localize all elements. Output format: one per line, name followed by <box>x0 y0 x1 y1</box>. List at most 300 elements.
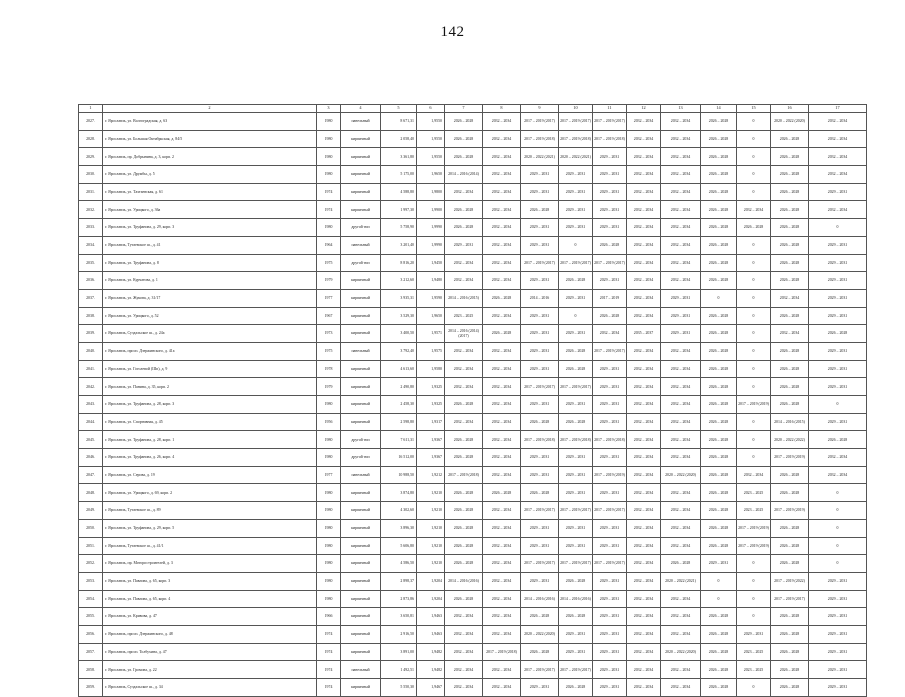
table-cell: 2029 – 2031 <box>559 325 593 343</box>
table-cell: 2026 – 2028 <box>701 537 737 555</box>
table-cell: 2032 – 2034 <box>661 537 701 555</box>
table-cell: 2029 – 2031 <box>593 661 627 679</box>
table-cell: 1980 <box>317 590 341 608</box>
table-cell: 2032 – 2034 <box>483 307 521 325</box>
table-cell: другой тип <box>341 449 381 467</box>
table-cell: 2026 – 2028 <box>771 219 809 237</box>
table-cell: 1975 <box>317 254 341 272</box>
table-cell: 2029 – 2031 <box>593 219 627 237</box>
table-row <box>79 449 867 467</box>
table-cell: 2042. <box>79 378 103 396</box>
table-cell: 2032 – 2034 <box>627 679 661 697</box>
table-cell: 2026 – 2028 <box>593 307 627 325</box>
table-cell: 2029 – 2031 <box>521 236 559 254</box>
table-cell: 2026 – 2028 <box>701 113 737 131</box>
table-cell: 2048. <box>79 484 103 502</box>
table-row <box>79 502 867 520</box>
table-cell: 3 792,40 <box>381 342 417 360</box>
table-cell: кирпичный <box>341 272 381 290</box>
table-cell: г. Ярославль, ул. Громова, д. 22 <box>103 661 317 679</box>
table-cell: 2026 – 2028 <box>771 272 809 290</box>
table-cell: 2029 – 2031 <box>521 219 559 237</box>
table-cell: 2026 – 2028 <box>445 537 483 555</box>
table-cell: 2014 – 2016 (2016) <box>521 590 559 608</box>
table-cell: 2026 – 2028 <box>701 325 737 343</box>
table-cell: г. Ярославль, пр. Добрынина, д. 3, корп. 2 <box>103 148 317 166</box>
table-cell: 2056. <box>79 625 103 643</box>
table-cell: 2026 – 2028 <box>521 643 559 661</box>
table-row <box>79 254 867 272</box>
table-cell: 1,9204 <box>417 590 445 608</box>
table-cell: 0 <box>809 537 867 555</box>
table-cell: 2032 – 2034 <box>445 413 483 431</box>
table-row <box>79 183 867 201</box>
table-cell: панельный <box>341 466 381 484</box>
table-cell: 2032 – 2034 <box>661 201 701 219</box>
table-cell: 2032 – 2034 <box>445 254 483 272</box>
table-cell: 2017 – 2019 (2018) <box>521 130 559 148</box>
table-row <box>79 148 867 166</box>
table-cell: 2026 – 2028 <box>771 166 809 184</box>
table-row <box>79 431 867 449</box>
table-cell: панельный <box>341 236 381 254</box>
table-row <box>79 166 867 184</box>
table-cell: 0 <box>737 254 771 272</box>
table-cell: 2032 – 2034 <box>483 519 521 537</box>
table-cell: 2017 – 2019 (2017) <box>559 555 593 573</box>
table-row <box>79 608 867 626</box>
table-cell: 2032 – 2034 <box>737 201 771 219</box>
table-cell: 3 874,80 <box>381 484 417 502</box>
table-cell: 4 588,80 <box>381 183 417 201</box>
table-cell: 2032 – 2034 <box>445 643 483 661</box>
table-cell: 2026 – 2028 <box>771 360 809 378</box>
table-cell: 3 935,31 <box>381 289 417 307</box>
table-cell: 0 <box>701 590 737 608</box>
table-cell: 2032 – 2034 <box>627 236 661 254</box>
table-cell: 1974 <box>317 661 341 679</box>
table-cell: 2026 – 2028 <box>771 484 809 502</box>
table-cell: другой тип <box>341 431 381 449</box>
table-cell: панельный <box>341 342 381 360</box>
table-cell: 2026 – 2028 <box>559 679 593 697</box>
table-cell: 2 058,40 <box>381 130 417 148</box>
table-cell: 0 <box>737 289 771 307</box>
table-cell: 2032 – 2034 <box>445 625 483 643</box>
table-cell: кирпичный <box>341 555 381 573</box>
table-cell: 5 606,80 <box>381 537 417 555</box>
table-row <box>79 272 867 290</box>
table-cell: 2029 – 2031 <box>661 289 701 307</box>
table-cell: 2026 – 2028 <box>771 130 809 148</box>
table-cell: 2032 – 2034 <box>483 466 521 484</box>
table-row <box>79 113 867 131</box>
header-cell: 16 <box>771 105 809 113</box>
table-cell: 2029 – 2031 <box>593 272 627 290</box>
table-cell: 2029 – 2031 <box>593 572 627 590</box>
table-cell: 2026 – 2028 <box>701 360 737 378</box>
table-cell: 2032 – 2034 <box>445 378 483 396</box>
table-cell: 1980 <box>317 484 341 502</box>
table-cell: 2032 – 2034 <box>661 396 701 414</box>
table-cell: 2029 – 2031 <box>521 572 559 590</box>
table-cell: 2029 – 2031 <box>593 608 627 626</box>
table-cell: 2026 – 2028 <box>701 643 737 661</box>
header-cell: 2 <box>103 105 317 113</box>
table-cell: 2026 – 2028 <box>445 130 483 148</box>
table-cell: 2032 – 2034 <box>661 254 701 272</box>
table-cell: 0 <box>737 307 771 325</box>
table-cell: 2032 – 2034 <box>809 466 867 484</box>
table-cell: 2032 – 2034 <box>627 590 661 608</box>
table-cell: другой тип <box>341 219 381 237</box>
table-cell: 2017 – 2019 (2019) <box>593 466 627 484</box>
table-cell: 2027. <box>79 113 103 131</box>
table-cell: кирпичный <box>341 183 381 201</box>
table-cell: 2029 – 2031 <box>521 466 559 484</box>
table-cell: 2032 – 2034 <box>661 219 701 237</box>
table-cell: 2032 – 2034 <box>445 342 483 360</box>
table-cell: 2037. <box>79 289 103 307</box>
table-cell: 0 <box>737 555 771 573</box>
table-cell: 2029 – 2031 <box>559 537 593 555</box>
table-cell: 2026 – 2028 <box>701 449 737 467</box>
table-cell: 2032 – 2034 <box>661 130 701 148</box>
table-cell: 2026 – 2028 <box>445 502 483 520</box>
table-cell: 0 <box>559 236 593 254</box>
table-cell: 2032 – 2034 <box>627 519 661 537</box>
table-cell: 2026 – 2028 <box>771 555 809 573</box>
table-cell: 2017 – 2019 (2018) <box>559 130 593 148</box>
table-cell: 0 <box>737 148 771 166</box>
table-cell: кирпичный <box>341 537 381 555</box>
table-cell: 1,9367 <box>417 449 445 467</box>
table-cell: 4 586,50 <box>381 555 417 573</box>
table-cell: 2032 – 2034 <box>627 537 661 555</box>
table-cell: 2026 – 2028 <box>701 342 737 360</box>
table-cell: 1,9800 <box>417 183 445 201</box>
table-cell: 0 <box>809 502 867 520</box>
table-cell: 2029 – 2031 <box>809 661 867 679</box>
table-cell: 2029 – 2031 <box>593 378 627 396</box>
table-cell: г. Ярославль, ул. Кривова, д. 47 <box>103 608 317 626</box>
table-cell: 2032 – 2034 <box>627 555 661 573</box>
table-cell: 1980 <box>317 449 341 467</box>
table-cell: 2036. <box>79 272 103 290</box>
table-cell: 2032 – 2034 <box>627 466 661 484</box>
table-cell: г. Ярославль, ул. Павлова, д. 65, корп. 4 <box>103 590 317 608</box>
table-cell: 2032 – 2034 <box>627 378 661 396</box>
table-cell: 2 598,80 <box>381 413 417 431</box>
table-cell: г. Ярославль, ул. Панина, д. 35, корп. 2 <box>103 378 317 396</box>
table-cell: 2032 – 2034 <box>627 484 661 502</box>
table-cell: 2029 – 2031 <box>559 466 593 484</box>
table-cell: 2026 – 2028 <box>483 289 521 307</box>
table-cell: 1974 <box>317 201 341 219</box>
table-cell: 2032 – 2034 <box>483 572 521 590</box>
table-cell: 3 212,60 <box>381 272 417 290</box>
table-cell: 2057. <box>79 643 103 661</box>
table-cell: 2026 – 2028 <box>701 502 737 520</box>
table-cell: 2029 – 2031 <box>661 325 701 343</box>
table-cell: кирпичный <box>341 502 381 520</box>
table-cell: 2017 – 2019 (2018) <box>483 643 521 661</box>
table-cell: 0 <box>701 572 737 590</box>
table-cell: 2026 – 2028 <box>771 679 809 697</box>
table-row <box>79 378 867 396</box>
table-cell: 2017 – 2019 (2022) <box>771 572 809 590</box>
table-cell: 2032 – 2034 <box>627 502 661 520</box>
table-cell: 2032 – 2034 <box>483 360 521 378</box>
table-cell: 2017 – 2019 (2017) <box>521 378 559 396</box>
table-cell: 2029 – 2031 <box>559 449 593 467</box>
table-cell: 2032 – 2034 <box>483 537 521 555</box>
table-cell: 2 458,30 <box>381 396 417 414</box>
table-cell: кирпичный <box>341 679 381 697</box>
table-cell: 2029 – 2031 <box>809 608 867 626</box>
table-cell: 1,9590 <box>417 289 445 307</box>
table-cell: 2032 – 2034 <box>661 661 701 679</box>
table-cell: 2026 – 2028 <box>771 201 809 219</box>
table-cell: 1,9463 <box>417 625 445 643</box>
table-cell: 2032 – 2034 <box>483 219 521 237</box>
table-cell: 0 <box>701 289 737 307</box>
table-cell: 2035. <box>79 254 103 272</box>
table-cell: г. Ярославль, ул. Труфанова, д. 26, корп. 4 <box>103 449 317 467</box>
table-cell: 2017 – 2019 (2019) <box>737 537 771 555</box>
table-cell: 2032 – 2034 <box>627 396 661 414</box>
table-cell: 0 <box>737 342 771 360</box>
table-cell: г. Ярославль, просп. Дзержинского, д. 41а <box>103 342 317 360</box>
table-cell: 2032 – 2034 <box>661 342 701 360</box>
header-cell: 10 <box>559 105 593 113</box>
table-cell: 2032 – 2034 <box>483 166 521 184</box>
table-cell: 2032 – 2034 <box>627 360 661 378</box>
table-cell: 2029. <box>79 148 103 166</box>
table-cell: 2032 – 2034 <box>627 183 661 201</box>
table-cell: 2032 – 2034 <box>661 502 701 520</box>
table-cell: 1,9317 <box>417 413 445 431</box>
table-cell: кирпичный <box>341 130 381 148</box>
table-cell: 2029 – 2031 <box>521 449 559 467</box>
table-cell: кирпичный <box>341 484 381 502</box>
table-cell: 2017 – 2019 (2017) <box>593 502 627 520</box>
table-cell: 2032 – 2034 <box>661 608 701 626</box>
table-row <box>79 590 867 608</box>
table-cell: 2026 – 2028 <box>445 590 483 608</box>
table-cell: 2026 – 2028 <box>771 307 809 325</box>
table-cell: 2032 – 2034 <box>661 272 701 290</box>
table-cell: г. Ярославль, Тутаевское ш., д. 89 <box>103 502 317 520</box>
table-cell: 2026 – 2028 <box>701 396 737 414</box>
table-cell: 2014 – 2016 (2015) <box>771 413 809 431</box>
table-cell: 2032 – 2034 <box>445 661 483 679</box>
table-cell: 1964 <box>317 236 341 254</box>
table-cell: 0 <box>737 413 771 431</box>
table-cell: 1 492,51 <box>381 661 417 679</box>
table-cell: г. Ярославль, ул. Тахтаевская, д. 61 <box>103 183 317 201</box>
table-cell: 2029 – 2031 <box>521 360 559 378</box>
table-cell: 2029 – 2031 <box>521 183 559 201</box>
table-cell: 2029 – 2031 <box>521 396 559 414</box>
table-cell: 1966 <box>317 608 341 626</box>
table-cell: 2032 – 2034 <box>483 396 521 414</box>
table-row <box>79 360 867 378</box>
table-cell: 2017 – 2019 (2017) <box>559 254 593 272</box>
table-cell: 2026 – 2028 <box>771 254 809 272</box>
table-cell: 2026 – 2028 <box>445 519 483 537</box>
table-cell: г. Ярославль, ул. Труфанова, д. 28, корп. 1 <box>103 431 317 449</box>
header-cell: 8 <box>483 105 521 113</box>
table-cell: г. Ярославль, ул. Труфанова, д. 29, корп. 3 <box>103 219 317 237</box>
table-cell: 3 896,30 <box>381 519 417 537</box>
table-cell: 2054. <box>79 590 103 608</box>
table-cell: 2031. <box>79 183 103 201</box>
table-cell: 0 <box>737 236 771 254</box>
table-cell: 1,9210 <box>417 555 445 573</box>
table-cell: 2026 – 2028 <box>771 661 809 679</box>
table-cell: 2029 – 2031 <box>809 342 867 360</box>
table-cell: 2017 – 2019 (2018) <box>445 466 483 484</box>
table-cell: кирпичный <box>341 360 381 378</box>
header-cell: 15 <box>737 105 771 113</box>
table-cell: 2020 – 2022 (2020) <box>661 466 701 484</box>
table-cell: 2017 – 2019 (2017) <box>559 378 593 396</box>
table-cell: 2017 – 2019 (2017) <box>559 502 593 520</box>
table-cell: 2017 – 2019 (2017) <box>521 502 559 520</box>
table-cell: кирпичный <box>341 148 381 166</box>
header-cell: 17 <box>809 105 867 113</box>
table-cell: 2029 – 2031 <box>809 272 867 290</box>
table-cell: 1,9210 <box>417 519 445 537</box>
table-row <box>79 307 867 325</box>
table-cell: кирпичный <box>341 289 381 307</box>
table-cell: 3 650,81 <box>381 608 417 626</box>
table-cell: 1,9480 <box>417 272 445 290</box>
table-cell: г. Ярославль, ул. Труфанова, д. 29, корп. 5 <box>103 519 317 537</box>
table-cell: 0 <box>737 590 771 608</box>
table-cell: 2029 – 2031 <box>521 325 559 343</box>
table-cell: 2026 – 2028 <box>737 219 771 237</box>
table-cell: 1,9550 <box>417 113 445 131</box>
table-cell: кирпичный <box>341 590 381 608</box>
table-cell: 2026 – 2028 <box>771 378 809 396</box>
table-cell: 2032 – 2034 <box>627 572 661 590</box>
table-cell: 2029 – 2031 <box>521 679 559 697</box>
table-cell: 1974 <box>317 679 341 697</box>
table-cell: г. Ярославль, ул. Павлова, д. 65, корп. 3 <box>103 572 317 590</box>
table-cell: 2032 – 2034 <box>627 643 661 661</box>
table-cell: 2026 – 2028 <box>701 236 737 254</box>
table-cell: 2026 – 2028 <box>771 519 809 537</box>
table-cell: кирпичный <box>341 519 381 537</box>
table-cell: кирпичный <box>341 378 381 396</box>
table-cell: 2029 – 2031 <box>809 254 867 272</box>
table-cell: 2026 – 2028 <box>701 608 737 626</box>
table-cell: 2014 – 2016 <box>521 289 559 307</box>
table-cell: 2029 – 2031 <box>593 679 627 697</box>
table-cell: 1974 <box>317 183 341 201</box>
table-cell: 2029 – 2031 <box>593 413 627 431</box>
table-row <box>79 484 867 502</box>
table-cell: 2026 – 2028 <box>521 484 559 502</box>
table-cell: 2026 – 2028 <box>521 413 559 431</box>
table-cell: 2017 – 2019 (2018) <box>593 130 627 148</box>
table-cell: 1,9450 <box>417 254 445 272</box>
table-cell: 2039. <box>79 325 103 343</box>
table-cell: 2023 – 2025 <box>445 307 483 325</box>
table-cell: 1,9463 <box>417 608 445 626</box>
table-cell: г. Ярославль, просп. Толбухина, д. 47 <box>103 643 317 661</box>
table-cell: 2032 – 2034 <box>661 449 701 467</box>
table-cell: 2026 – 2028 <box>445 148 483 166</box>
table-cell: 0 <box>809 396 867 414</box>
table-cell: 2 873,86 <box>381 590 417 608</box>
table-cell: 1980 <box>317 537 341 555</box>
table-row <box>79 555 867 573</box>
table-cell: 2032 – 2034 <box>737 466 771 484</box>
table-cell: 2032 – 2034 <box>661 519 701 537</box>
table-cell: 2032 – 2034 <box>661 183 701 201</box>
table-cell: 1980 <box>317 219 341 237</box>
table-cell: 0 <box>737 449 771 467</box>
table-cell: 2026 – 2028 <box>701 519 737 537</box>
table-cell: 4 613,60 <box>381 360 417 378</box>
table-cell: 1,9990 <box>417 236 445 254</box>
table-cell: 2033. <box>79 219 103 237</box>
header-cell: 1 <box>79 105 103 113</box>
table-cell: 2020 – 2022 (2021) <box>559 148 593 166</box>
table-cell: 2032 – 2034 <box>445 679 483 697</box>
table-row <box>79 413 867 431</box>
table-cell: 2026 – 2028 <box>521 201 559 219</box>
table-cell: 2034. <box>79 236 103 254</box>
table-cell: 1973 <box>317 325 341 343</box>
table-cell: 2032 – 2034 <box>627 113 661 131</box>
table-cell: 2026 – 2028 <box>771 466 809 484</box>
table-cell: 2026 – 2028 <box>701 413 737 431</box>
table-cell: 1 997,30 <box>381 201 417 219</box>
table-cell: кирпичный <box>341 413 381 431</box>
table-cell: 2032 – 2034 <box>483 342 521 360</box>
table-cell: 1,9900 <box>417 201 445 219</box>
table-cell: 1980 <box>317 130 341 148</box>
table-cell: 2017 – 2019 (2018) <box>521 431 559 449</box>
header-cell: 4 <box>341 105 381 113</box>
table-cell: кирпичный <box>341 625 381 643</box>
table-cell: 2020 – 2022 (2021) <box>661 572 701 590</box>
table-cell: г. Ярославль, ул. Жукова, д. 31/17 <box>103 289 317 307</box>
table-cell: 2029 – 2031 <box>809 289 867 307</box>
table-cell: 2032 – 2034 <box>483 113 521 131</box>
table-cell: 2028. <box>79 130 103 148</box>
header-cell: 14 <box>701 105 737 113</box>
table-cell: 2030. <box>79 166 103 184</box>
table-cell: 1980 <box>317 572 341 590</box>
table-cell: 1956 <box>317 413 341 431</box>
table-cell: 2029 – 2031 <box>593 148 627 166</box>
table-cell: 2032 – 2034 <box>661 413 701 431</box>
table-cell: 2029 – 2031 <box>559 484 593 502</box>
table-cell: 2032 – 2034 <box>627 413 661 431</box>
table-cell: 2032 – 2034 <box>445 272 483 290</box>
table-cell: 2032 – 2034 <box>627 307 661 325</box>
table-cell: 7 611,31 <box>381 431 417 449</box>
table-cell: 1,9575 <box>417 342 445 360</box>
table-cell: 2026 – 2028 <box>559 360 593 378</box>
table-cell: 2029 – 2031 <box>521 342 559 360</box>
header-cell: 12 <box>627 105 661 113</box>
